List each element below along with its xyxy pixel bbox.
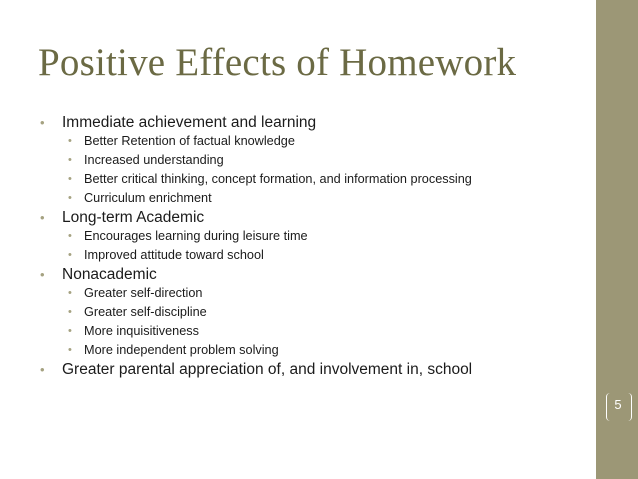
sub-bullet-item: [38, 189, 593, 208]
slide-title: Positive Effects of Homework: [38, 41, 517, 84]
bullet-dot-icon: •: [68, 192, 72, 204]
bullet-dot-icon: •: [68, 344, 72, 356]
sub-bullet-item: [38, 303, 593, 322]
sub-bullet-item: [38, 151, 593, 170]
page-number: 5: [614, 397, 622, 412]
sub-bullet-item: [38, 246, 593, 265]
bullet-text: Immediate achievement and learning: [62, 114, 317, 131]
sub-bullet-item: [38, 341, 593, 360]
bullet-list: [38, 113, 593, 379]
sub-bullet-text: Improved attitude toward school: [84, 248, 264, 262]
bullet-dot-icon: •: [68, 306, 72, 318]
bullet-dot-icon: •: [68, 154, 72, 166]
sub-bullet-text: Greater self-direction: [84, 286, 203, 300]
bullet-dot-icon: •: [68, 135, 72, 147]
sub-bullet-item: [38, 170, 593, 189]
sub-bullet-item: [38, 322, 593, 341]
sub-bullet-text: More independent problem solving: [84, 343, 279, 357]
bullet-dot-icon: •: [68, 249, 72, 261]
sub-bullet-item: [38, 132, 593, 151]
bullet-text: Greater parental appreciation of, and involvement in, school: [62, 361, 473, 378]
sub-bullet-text: More inquisitiveness: [84, 324, 199, 338]
sub-bullet-text: Curriculum enrichment: [84, 191, 212, 205]
sub-bullet-item: [38, 284, 593, 303]
bullet-dot-icon: •: [40, 362, 45, 377]
page-number-box: [596, 387, 638, 429]
bullet-dot-icon: •: [68, 325, 72, 337]
bullet-dot-icon: •: [40, 210, 45, 225]
bullet-dot-icon: •: [40, 115, 45, 130]
sub-bullet-text: Better Retention of factual knowledge: [84, 134, 295, 148]
bullet-item: [38, 113, 593, 132]
bullet-item: [38, 265, 593, 284]
bullet-dot-icon: •: [68, 287, 72, 299]
bullet-dot-icon: •: [40, 267, 45, 282]
sub-bullet-text: Greater self-discipline: [84, 305, 207, 319]
bullet-item: [38, 360, 593, 379]
bullet-item: [38, 208, 593, 227]
sub-bullet-text: Encourages learning during leisure time: [84, 229, 308, 243]
bullet-text: Nonacademic: [62, 266, 157, 283]
bullet-dot-icon: •: [68, 173, 72, 185]
sub-bullet-item: [38, 227, 593, 246]
bullet-text: Long-term Academic: [62, 209, 205, 226]
sub-bullet-text: Increased understanding: [84, 153, 224, 167]
bullet-dot-icon: •: [68, 230, 72, 242]
sub-bullet-text: Better critical thinking, concept formation, and information processing: [84, 172, 472, 186]
